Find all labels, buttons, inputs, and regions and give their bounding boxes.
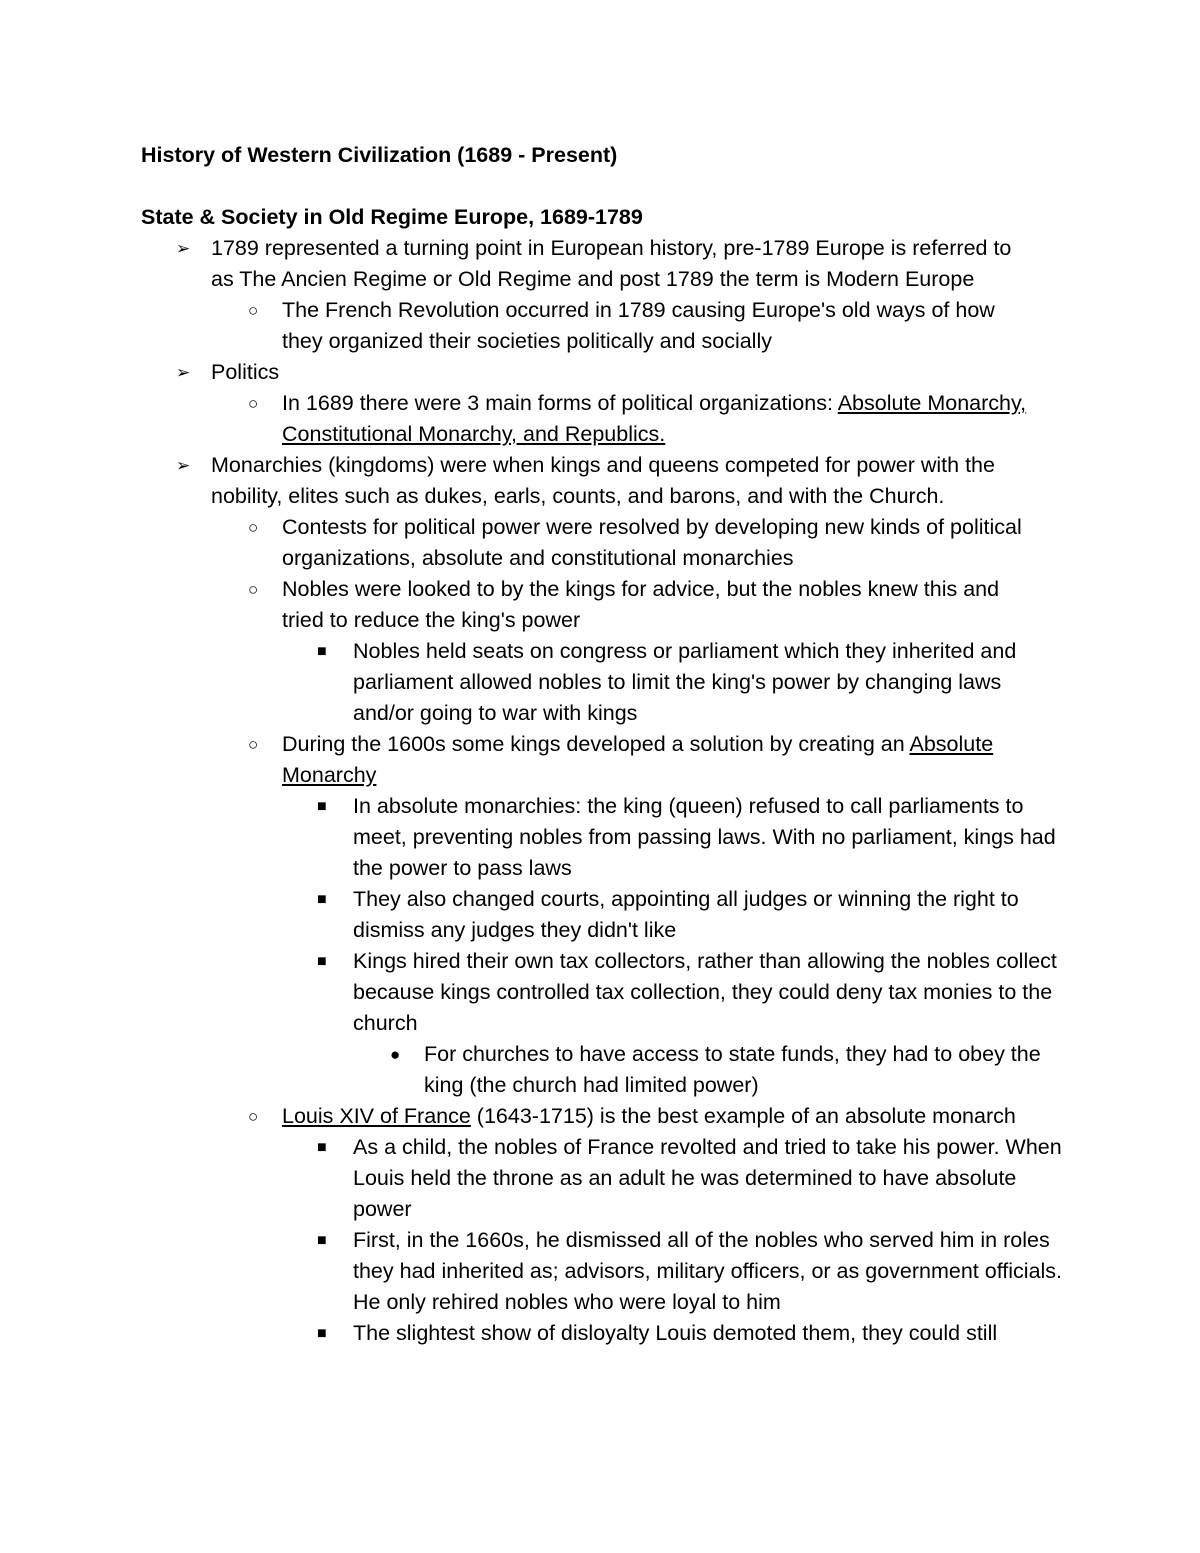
circle-bullet-icon: ○ (248, 518, 259, 537)
document-title: History of Western Civilization (1689 - Present) (141, 143, 618, 167)
square-bullet-icon: ■ (317, 643, 327, 660)
list-item: ■ The slightest show of disloyalty Louis demoted them, they could still (353, 1318, 1068, 1349)
dot-bullet-icon: ● (390, 1045, 401, 1064)
list-item: ■ They also changed courts, appointing all judges or winning the right to dismiss any judges they didn't like (353, 884, 1068, 946)
list-item: ■ Nobles held seats on congress or parliament which they inherited and parliament allowed nobles to limit the king's power by changing laws and/or going to war with kings (353, 636, 1068, 729)
notes-outline (0, 233, 1200, 1349)
arrow-bullet-icon: ➢ (176, 239, 191, 258)
square-bullet-icon: ■ (317, 953, 327, 970)
arrow-bullet-icon: ➢ (176, 456, 191, 475)
list-item: ■ Kings hired their own tax collectors, rather than allowing the nobles collect because kings controlled tax collection, they could deny tax monies to the church (353, 946, 1068, 1039)
list-item: ■ In absolute monarchies: the king (queen) refused to call parliaments to meet, preventing nobles from passing laws. With no parliament, kings had the power to pass laws (353, 791, 1068, 884)
list-item: ○ In 1689 there were 3 main forms of political organizations: Absolute Monarchy, Constitutional Monarchy, and Republics. (282, 388, 1032, 450)
list-item: ○ During the 1600s some kings developed a solution by creating an Absolute Monarchy (282, 729, 1032, 791)
square-bullet-icon: ■ (317, 891, 327, 908)
list-item: ➢ 1789 represented a turning point in European history, pre-1789 Europe is referred to as The Ancien Regime or Old Regime and post 1789 the term is Modern Europe (211, 233, 1021, 295)
list-item: ○ Louis XIV of France (1643-1715) is the best example of an absolute monarch (282, 1101, 1032, 1132)
louis-xiv-link[interactable]: Louis XIV of France (282, 1104, 471, 1128)
circle-bullet-icon: ○ (248, 394, 259, 413)
list-item: ■ First, in the 1660s, he dismissed all of the nobles who served him in roles they had inherited as; advisors, military officers, or as government officials. He only rehired nobles who were loyal to him (353, 1225, 1068, 1318)
circle-bullet-icon: ○ (248, 301, 259, 320)
square-bullet-icon: ■ (317, 798, 327, 815)
absolute-monarchy-link[interactable]: Absolute Monarchy (282, 732, 994, 787)
square-bullet-icon: ■ (317, 1232, 327, 1249)
political-forms-link[interactable]: Absolute Monarchy, Constitutional Monarchy, and Republics. (282, 391, 1027, 446)
list-item: ○ The French Revolution occurred in 1789 causing Europe's old ways of how they organized their societies politically and socially (282, 295, 1032, 357)
list-item: ➢ Monarchies (kingdoms) were when kings and queens competed for power with the nobility, elites such as dukes, earls, counts, and barons, and with the Church. (211, 450, 1021, 512)
circle-bullet-icon: ○ (248, 580, 259, 599)
circle-bullet-icon: ○ (248, 735, 259, 754)
section-heading: State & Society in Old Regime Europe, 1689-1789 (141, 205, 643, 229)
list-item: ● For churches to have access to state funds, they had to obey the king (the church had limited power) (424, 1039, 1044, 1101)
list-item: ■ As a child, the nobles of France revolted and tried to take his power. When Louis held the throne as an adult he was determined to have absolute power (353, 1132, 1068, 1225)
square-bullet-icon: ■ (317, 1325, 327, 1342)
circle-bullet-icon: ○ (248, 1107, 259, 1126)
arrow-bullet-icon: ➢ (176, 363, 191, 382)
list-item: ○ Contests for political power were resolved by developing new kinds of political organizations, absolute and constitutional monarchies (282, 512, 1032, 574)
list-item: ○ Nobles were looked to by the kings for advice, but the nobles knew this and tried to reduce the king's power (282, 574, 1032, 636)
list-item: ➢ Politics (211, 357, 1021, 388)
square-bullet-icon: ■ (317, 1139, 327, 1156)
